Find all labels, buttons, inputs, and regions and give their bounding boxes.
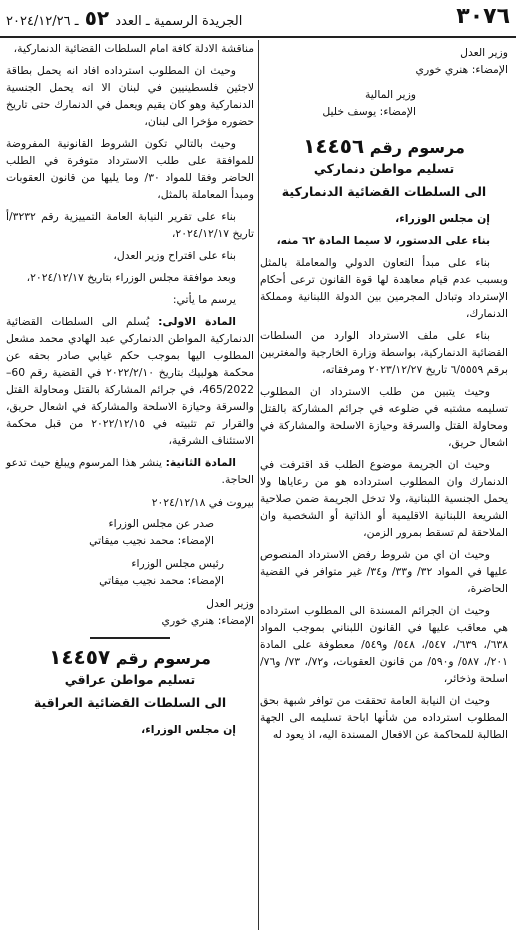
previous-signatures-2: [260, 86, 508, 120]
previous-signatures: [260, 44, 508, 78]
signature-title: صدر عن مجلس الوزراء: [108, 517, 214, 530]
paragraph: يرسم ما يأتي:: [172, 293, 236, 306]
section-divider: [90, 637, 170, 639]
signature-name: الإمضاء: هنري خوري: [415, 63, 508, 76]
page-header: [0, 0, 516, 38]
signature-block: [6, 555, 254, 589]
paragraph: مناقشة الادلة كافة امام السلطات القضائية الدنماركية،: [13, 42, 254, 55]
paragraph: وحيث ان اي من شروط رفض الاسترداد المنصوص عليها في المواد ٣٢/ و٣٣/ و٣٤/ غير متوافر في القضية الحاضرة،: [260, 548, 508, 595]
decree-subtitle: الى السلطات القضائية الدنماركية: [281, 184, 487, 199]
paragraph: إن مجلس الوزراء،: [395, 212, 490, 225]
column-divider: [258, 40, 259, 930]
decree-subtitle: الى السلطات القضائية العراقية: [33, 695, 227, 710]
place-date: بيروت في ٢٠٢٤/١٢/١٨: [151, 496, 254, 509]
paragraph: وحيث بالتالي تكون الشروط القانونية المفروضة للموافقة على طلب الاسترداد متوفرة في الطلب الحاضر وفقا للمواد ٣٠/ وما يليها من قانون العقوبات ومبدأ المعاملة بالمثل،: [6, 137, 254, 201]
article-text: يُسلم الى السلطات القضائية الدنماركية المواطن الدنماركي عبد الهادي محمد مشعل المطلوب اليها بموجب حكم غيابي صادر بحقه عن محكمة هولبيك بتاريخ ٢٠٢٢/٢/١٠ في القضية رقم 60–465/2022، في جرائم المشاركة بالقتل ومحاولة القتل والسرقة وحيازة الاسلحة والمشاركة في اشعال حريق، والقرار تم تثبيته في ٢٠٢٢/١٢/١٥ من قبل محكمة الاستئناف الشرقية،: [6, 315, 254, 447]
decree-number: ١٤٤٥٦: [303, 134, 365, 158]
decree-title-label: مرسوم رقم: [115, 649, 211, 668]
signature-block: [6, 595, 254, 629]
signature-name: الإمضاء: هنري خوري: [161, 614, 254, 627]
paragraph: وحيث ان الجريمة موضوع الطلب قد اقترفت في الدنمارك وان المطلوب استرداده هو من رعاياها ولا يحمل الجنسية اللبنانية، ولا تدخل الجريمة ضمن صلاحية الشريعة اللبنانية الاقليمية أو الذاتية أو الشخصية وان الملاحقة لم تسقط بمرور الزمن،: [260, 458, 508, 539]
article-label: المادة الثانية:: [165, 456, 236, 469]
paragraph: وحيث ان الجرائم المسندة الى المطلوب استرداده هي معاقب عليها في القانون اللبناني بموجب المواد ٦٣٨/، ٦٣٩/، ٥٤٧/، ٥٤٨/ و٥٤٩/ معطوفة على المادة ٢٠١/، ٥٨٧/ و٥٩٠/ من قانون العقوبات، و٧٢/، ٧٣/ و٧٦/ اسلحة وذخائر،: [260, 604, 508, 685]
issue-date: ـ ٢٠٢٤/١٢/٢٦: [6, 14, 79, 29]
article-text: ينشر هذا المرسوم ويبلغ حيث تدعو الحاجة.: [6, 456, 254, 486]
article-1: [6, 313, 254, 449]
signature-block: [6, 515, 254, 549]
running-header: [6, 6, 242, 30]
signature-title: وزير المالية: [365, 88, 416, 101]
paragraph: وبعد موافقة مجلس الوزراء بتاريخ ٢٠٢٤/١٢/١٧،: [26, 271, 236, 284]
issue-number: ٥٢: [84, 6, 110, 30]
right-column: [260, 40, 508, 748]
paragraph: بناء على ملف الاسترداد الوارد من السلطات القضائية الدنماركية، بواسطة وزارة الخارجية والمغتربين برقم ٦/٥٥٥٩ تاريخ ٢٠٢٣/١٢/٢٧ ومرفقاته،: [260, 329, 508, 376]
signature-title: وزير العدل: [460, 46, 508, 59]
decree-title: [260, 134, 508, 158]
decree-title: [6, 645, 254, 669]
decree-title-label: مرسوم رقم: [369, 138, 465, 157]
left-column: [6, 40, 254, 743]
decree-subtitle: تسليم مواطن دنماركي: [313, 161, 455, 176]
article-2: [6, 454, 254, 488]
decree-subtitle: تسليم مواطن عراقي: [64, 672, 196, 687]
paragraph: وحيث ان المطلوب استرداده افاد انه يحمل بطاقة لاجئين فلسطينيين في لبنان الا انه يحمل الجنسية الدنماركية وهو كان يقيم ويعمل في الدنمارك حتى تاريخ حضوره مؤخرا الى لبنان،: [6, 64, 254, 128]
gazette-name: الجريدة الرسمية ـ العدد: [115, 14, 243, 29]
paragraph: بناء على اقتراح وزير العدل،: [113, 249, 236, 262]
article-label: المادة الاولى:: [158, 315, 237, 328]
page-number: ٣٠٧٦: [456, 4, 510, 29]
paragraph: وحيث ان النيابة العامة تحققت من توافر شبهة بحق المطلوب استرداده من شأنها اباحة تسليمه الى الجهة الطالبة للمحاكمة عن الافعال المسندة اليه، اذ يعود له: [260, 694, 508, 741]
paragraph: بناء على مبدأ التعاون الدولي والمعاملة بالمثل وبسبب عدم قيام معاهدة لها قوة القانون ترعى أحكام الإسترداد وتبادل المجرمين بين الدولة اللبنانية ومملكة الدنمارك،: [260, 256, 508, 320]
paragraph: إن مجلس الوزراء،: [141, 723, 236, 736]
paragraph: وحيث يتبين من طلب الاسترداد ان المطلوب تسليمه مشتبه في ضلوعه في جرائم المشاركة بالقتل ومحاولة القتل والسرقة وحيازة الاسلحة والمشاركة في اشعال حريق،: [260, 385, 508, 449]
signature-name: الإمضاء: محمد نجيب ميقاتي: [89, 534, 214, 547]
signature-title: رئيس مجلس الوزراء: [131, 557, 224, 570]
signature-block: [6, 494, 254, 511]
decree-number: ١٤٤٥٧: [49, 645, 111, 669]
signature-title: وزير العدل: [206, 597, 254, 610]
signature-name: الإمضاء: يوسف خليل: [322, 105, 416, 118]
paragraph: بناء على تقرير النيابة العامة التمييزية رقم ٣٢٣٢/أ تاريخ ٢٠٢٤/١٢/١٧،: [6, 210, 254, 240]
paragraph: بناء على الدستور، لا سيما المادة ٦٢ منه،: [276, 234, 490, 247]
signature-name: الإمضاء: محمد نجيب ميقاتي: [99, 574, 224, 587]
